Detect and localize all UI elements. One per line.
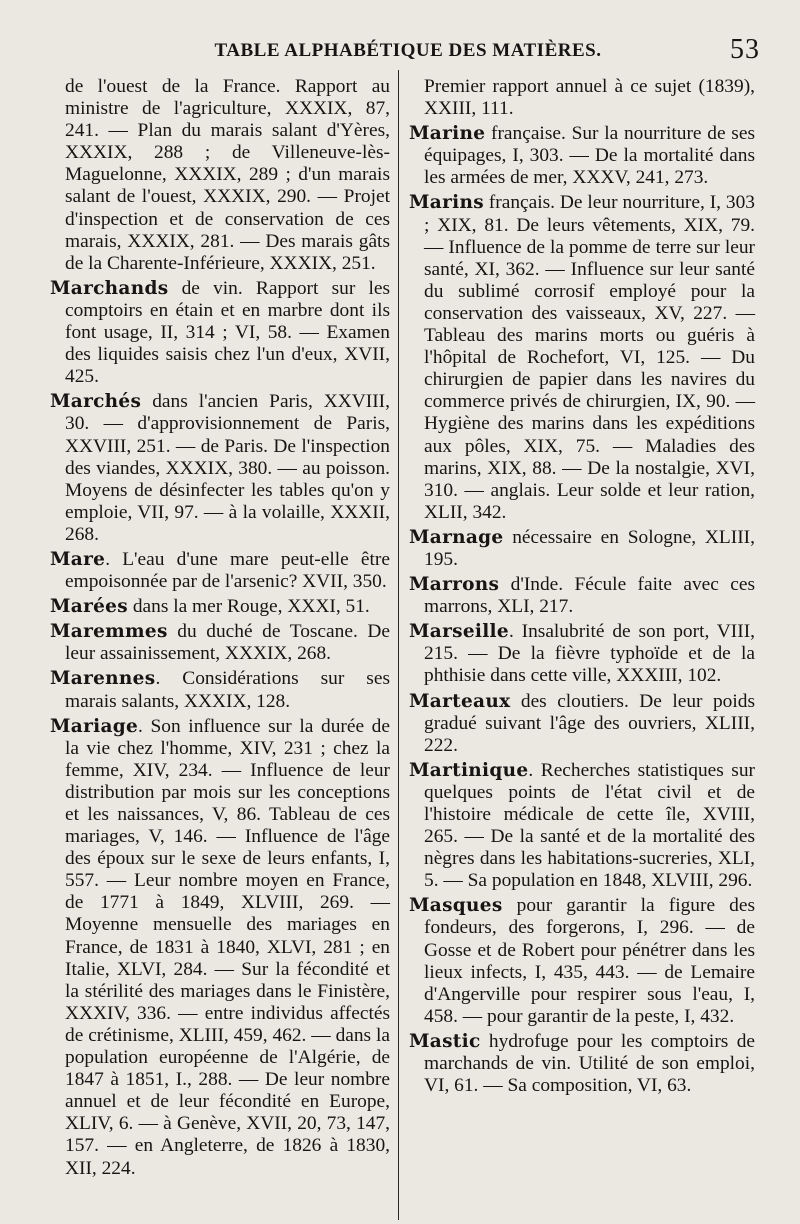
entry-text: de l'ouest de la France. Rapport au ministre de l'agriculture, XXXIX, 87, 241. — Plan du marais salant d'Yères, XXXIX, 288 ; de Villeneuve-lès-Maguelonne, XXXIX, 289 ; d'un marais salant de l'ouest, XXXIX, 290. — Projet d'inspection et de conservation de ces marais, XXXIX, 281. — Des marais gâts de la Charente-Inférieure, XXXIX, 251. — [65, 76, 390, 274]
entry-headword: Marées — [50, 596, 128, 618]
page-number: 53 — [730, 34, 760, 65]
entry-headword: Marins — [409, 192, 484, 214]
index-entry — [50, 76, 390, 275]
entry-text: . Considérations sur ses marais salants, XXXIX, 128. — [65, 668, 390, 712]
index-entry — [409, 574, 755, 618]
index-entry — [50, 668, 390, 712]
index-entry — [409, 691, 755, 757]
entry-headword: Marrons — [409, 574, 500, 596]
index-entry — [50, 391, 390, 546]
entry-headword: Marennes — [50, 668, 156, 690]
entry-text: dans l'ancien Paris, XXVIII, 30. — d'approvisionnement de Paris, XXVIII, 251. — de Paris. De l'inspection des viandes, XXXIX, 380. — au poisson. Moyens de désinfecter les tables qu'on y emploie, VII, 97. — à la volaille, XXXII, 268. — [65, 391, 390, 545]
left-column — [50, 76, 398, 1216]
entry-headword: Marseille — [409, 621, 509, 643]
index-entry — [50, 278, 390, 388]
entry-headword: Mastic — [409, 1030, 481, 1052]
index-entry — [50, 549, 390, 593]
index-entry — [409, 76, 755, 120]
entry-text: . Son influence sur la durée de la vie chez l'homme, XIV, 231 ; chez la femme, XIV, 234. — Influence de leur distribution par mois sur les conceptions et les naissances, V, 86. Tableau de ces mariages, V, 146. — Influence de l'âge des époux sur le sexe de leurs enfants, I, 557. — Leur nombre moyen en France, de 1771 à 1849, XLVIII, 269. — Moyenne mensuelle des mariages en France, de 1831 à 1840, XLVI, 281 ; en Italie, XLVI, 284. — Sur la fécondité et la stérilité des mariages dans le Finistère, XXXIV, 336. — entre individus affectés de crétinisme, XLIII, 459, 462. — dans la population européenne de l'Algérie, de 1847 à 1851, I., 288. — De leur nombre annuel et de leur fécondité en Europe, XLIV, 6. — à Genève, XVII, 20, 73, 147, 157. — en Angleterre, de 1826 à 1830, XII, 224. — [65, 715, 390, 1179]
entry-text: des cloutiers. De leur poids gradué suivant l'âge des ouvriers, XLIII, 222. — [424, 690, 755, 756]
index-columns — [50, 76, 766, 1216]
entry-text: dans la mer Rouge, XXXI, 51. — [127, 596, 370, 618]
running-title: TABLE ALPHABÉTIQUE DES MATIÈRES. — [214, 40, 602, 61]
index-entry — [409, 895, 755, 1028]
index-entry — [409, 760, 755, 893]
entry-text: hydrofuge pour les comptoirs de marchands de vin. Utilité de son emploi, VI, 61. — Sa composition, VI, 63. — [424, 1030, 755, 1097]
right-column — [399, 76, 755, 1216]
entry-headword: Marine — [409, 123, 486, 145]
index-entry — [409, 621, 755, 687]
index-entry — [409, 1031, 755, 1097]
index-entry — [409, 192, 755, 523]
entry-text: . L'eau d'une mare peut-elle être empoisonnée par de l'arsenic? XVII, 350. — [65, 548, 390, 593]
entry-text: du duché de Toscane. De leur assainissement, XXXIX, 268. — [65, 621, 390, 665]
entry-headword: Martinique — [409, 759, 529, 781]
index-entry — [50, 716, 390, 1180]
page-header — [50, 32, 766, 76]
entry-text: pour garantir la figure des fondeurs, des forgerons, I, 296. — de Gosse et de Robert pour pénétrer dans les lieux infects, I, 435, 443. — de Lemaire d'Angerville pour respirer sous l'eau, I, 458. — pour garantir de la peste, I, 432. — [424, 895, 755, 1027]
entry-text: nécessaire en Sologne, XLIII, 195. — [424, 526, 755, 570]
entry-text: . Recherches statistiques sur quelques points de l'état civil et de l'histoire médicale de cette île, XVIII, 265. — De la santé et de la mortalité des nègres dans les habitations-sucreries, XLI, 5. — Sa population en 1848, XLVIII, 296. — [424, 759, 755, 892]
index-entry — [50, 621, 390, 665]
entry-headword: Marnage — [409, 526, 504, 548]
entry-headword: Masques — [409, 895, 503, 917]
entry-text: Premier rapport annuel à ce sujet (1839), XXIII, 111. — [424, 76, 755, 120]
entry-headword: Maremmes — [50, 621, 168, 643]
entry-text: français. De leur nourriture, I, 303 ; XIX, 81. De leurs vêtements, XIX, 79. — Influence de la pomme de terre sur leur santé, XI, 362. — Influence sur leur santé du sublimé corrosif employé pour la conservation des vaisseaux, XV, 227. — Tableau des marins morts ou guéris à l'hôpital de Rochefort, VI, 125. — Du chirurgien de papier dans les navires du commerce privés de chirurgien, IX, 90. — Hygiène des marins dans les expéditions aux pôles, XIX, 75. — Maladies des marins, XIX, 88. — De la nostalgie, XVI, 310. — anglais. Leur solde et leur ration, XLII, 342. — [424, 192, 755, 523]
entry-headword: Mariage — [50, 715, 139, 737]
entry-headword: Marchands — [50, 277, 169, 299]
index-entry — [50, 596, 390, 618]
entry-text: . Insalubrité de son port, VIII, 215. — De la fièvre typhoïde et de la phthisie dans cette ville, XXXIII, 102. — [424, 621, 755, 687]
index-entry — [409, 123, 755, 189]
entry-headword: Mare — [50, 548, 106, 570]
entry-text: de vin. Rapport sur les comptoirs en étain et en marbre dont ils font usage, II, 314 ; VI, 58. — Examen des liquides saisis chez l'un d'eux, XVII, 425. — [65, 277, 390, 388]
entry-text: d'Inde. Fécule faite avec ces marrons, XLI, 217. — [424, 574, 755, 618]
index-entry — [409, 527, 755, 571]
entry-text: française. Sur la nourriture de ses équipages, I, 303. — De la mortalité dans les armées de mer, XXXV, 241, 273. — [424, 123, 755, 189]
entry-headword: Marteaux — [409, 690, 511, 712]
entry-headword: Marchés — [50, 391, 142, 413]
